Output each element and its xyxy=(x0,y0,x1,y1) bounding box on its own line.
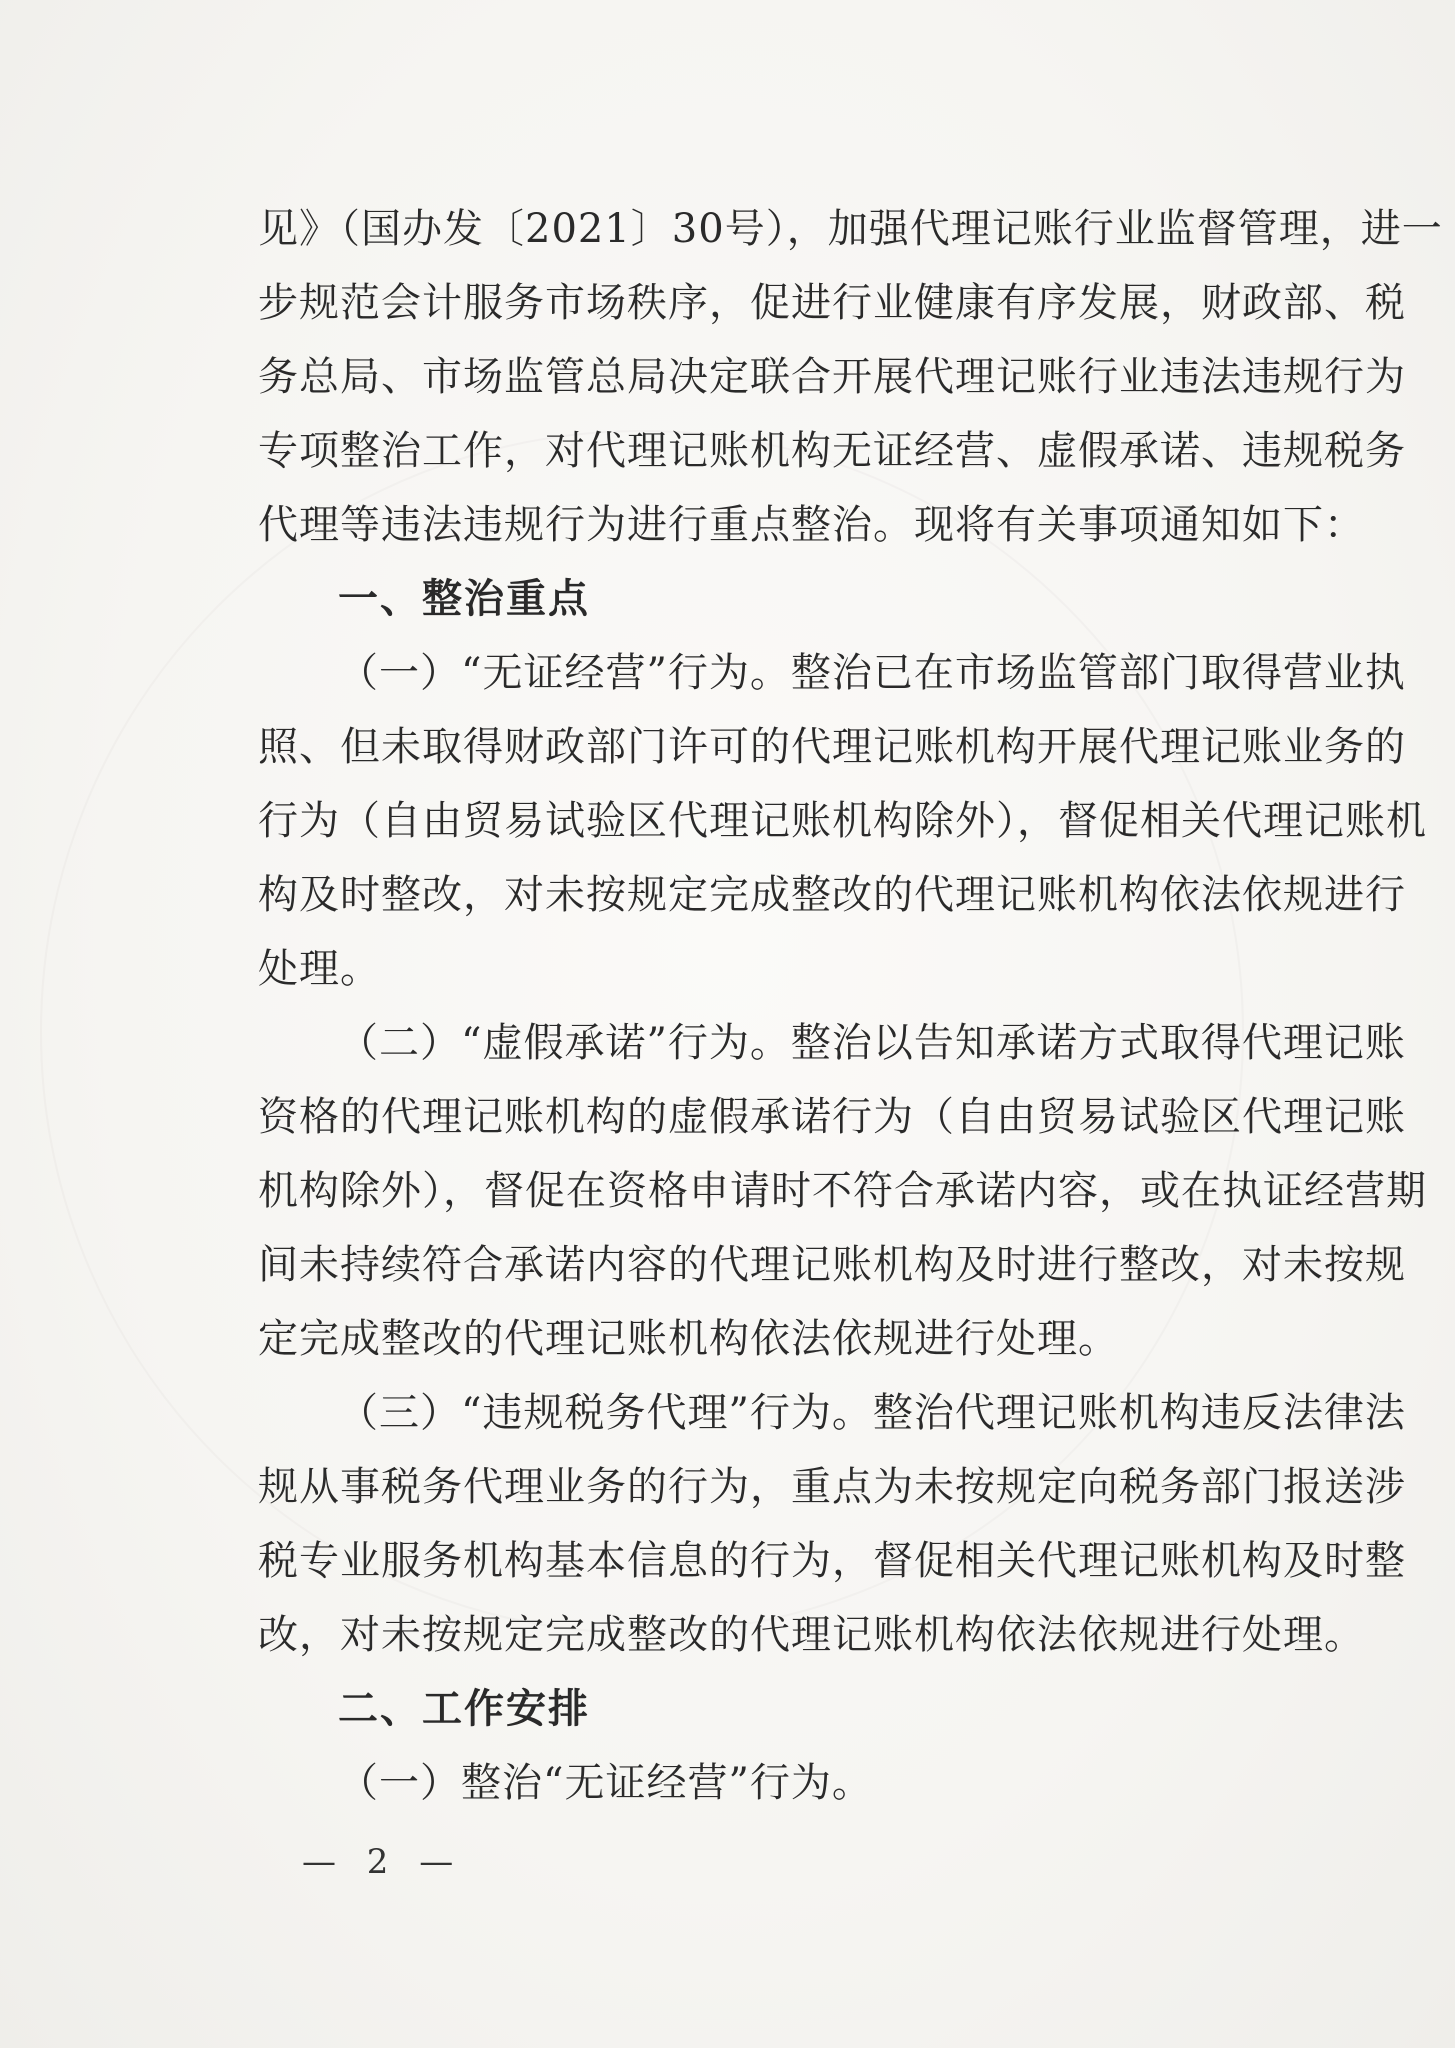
item-line: 构及时整改，对未按规定完成整改的代理记账机构依法依规进行 xyxy=(258,872,1406,918)
item-line: 定完成整改的代理记账机构依法依规进行处理。 xyxy=(258,1316,1119,1362)
paragraph-line: 步规范会计服务市场秩序，促进行业健康有序发展，财政部、税 xyxy=(258,280,1406,326)
paragraph-line: 务总局、市场监管总局决定联合开展代理记账行业违法违规行为 xyxy=(258,354,1406,400)
item-line: 处理。 xyxy=(258,946,381,992)
item-line: （二）“虚假承诺”行为。整治以告知承诺方式取得代理记账 xyxy=(338,1020,1406,1066)
item-line: 机构除外），督促在资格申请时不符合承诺内容，或在执证经营期 xyxy=(258,1168,1427,1214)
item-line: （三）“违规税务代理”行为。整治代理记账机构违反法律法 xyxy=(338,1390,1406,1436)
document-body xyxy=(258,192,1443,1820)
page-number: — 2 — xyxy=(302,1842,464,1882)
item-line: 改，对未按规定完成整改的代理记账机构依法依规进行处理。 xyxy=(258,1612,1365,1658)
paragraph-line: 代理等违法违规行为进行重点整治。现将有关事项通知如下： xyxy=(258,502,1365,548)
item-line: 照、但未取得财政部门许可的代理记账机构开展代理记账业务的 xyxy=(258,724,1406,770)
item-line: （一）“无证经营”行为。整治已在市场监管部门取得营业执 xyxy=(338,650,1406,696)
item-line: 行为（自由贸易试验区代理记账机构除外），督促相关代理记账机 xyxy=(258,798,1427,844)
paragraph-line: 专项整治工作，对代理记账机构无证经营、虚假承诺、违规税务 xyxy=(258,428,1406,474)
section-heading: 二、工作安排 xyxy=(338,1686,590,1732)
item-line: （一）整治“无证经营”行为。 xyxy=(338,1760,873,1806)
item-line: 规从事税务代理业务的行为，重点为未按规定向税务部门报送涉 xyxy=(258,1464,1406,1510)
item-line: 资格的代理记账机构的虚假承诺行为（自由贸易试验区代理记账 xyxy=(258,1094,1406,1140)
paragraph-line: 见》（国办发〔2021〕30号），加强代理记账行业监督管理，进一 xyxy=(258,206,1443,252)
section-heading: 一、整治重点 xyxy=(338,576,590,622)
item-line: 税专业服务机构基本信息的行为，督促相关代理记账机构及时整 xyxy=(258,1538,1406,1584)
item-line: 间未持续符合承诺内容的代理记账机构及时进行整改，对未按规 xyxy=(258,1242,1406,1288)
